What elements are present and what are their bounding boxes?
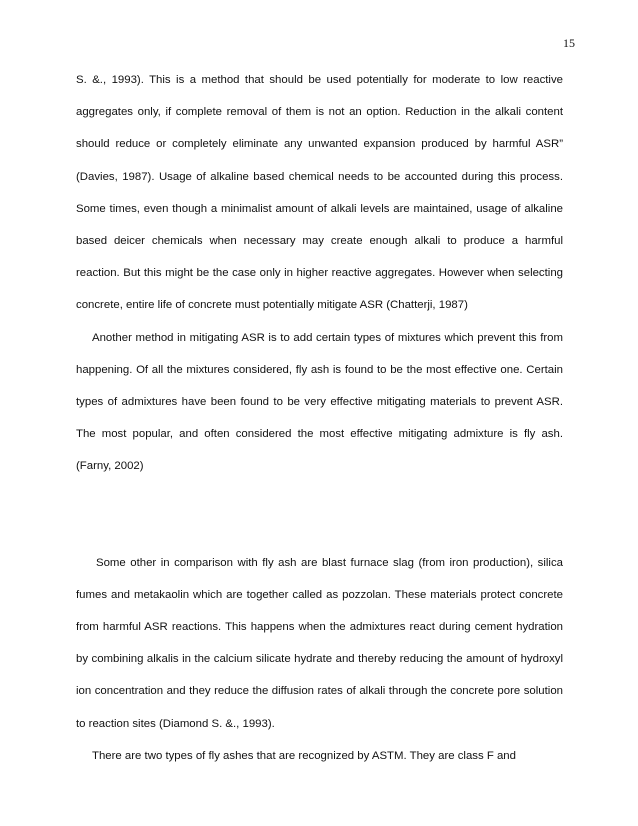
paragraph-3: Some other in comparison with fly ash are blast furnace slag (from iron production), silica fumes and metakaolin which are together called as pozzolan. These materials protect concrete from harmful ASR reactions. This happens when the admixtures react during cement hydration by combining alkalis in the calcium silicate hydrate and thereby reducing the amount of hydroxyl ion concentration and they reduce the diffusion rates of alkali through the concrete pore solution to reaction sites (Diamond S. &., 1993). [76, 556, 563, 730]
paragraph-2: Another method in mitigating ASR is to add certain types of mixtures which prevent this from happening. Of all the mixtures considered, fly ash is found to be the most effective one. Certain types of admixtures have been found to be very effective mitigating materials to prevent ASR. The most popular, and often considered the most effective mitigating admixture is fly ash. (Farny, 2002) [76, 331, 563, 473]
paragraph-spacer [76, 483, 563, 547]
paragraph-1: S. &., 1993). This is a method that should be used potentially for moderate to low reactive aggregates only, if complete removal of them is not an option. Reduction in the alkali content should reduce or completely eliminate any unwanted expansion produced by harmful ASR” (Davies, 1987). Usage of alkaline based chemical needs to be accounted during this process. Some times, even though a minimalist amount of alkali levels are maintained, usage of alkaline based deicer chemicals when necessary may create enough alkali to produce a harmful reaction. But this might be the case only in higher reactive aggregates. However when selecting concrete, entire life of concrete must potentially mitigate ASR (Chatterji, 1987) [76, 74, 563, 312]
body-text [76, 64, 563, 772]
page-number: 15 [563, 36, 575, 50]
paragraph-4: There are two types of fly ashes that are recognized by ASTM. They are class F and [92, 749, 516, 762]
